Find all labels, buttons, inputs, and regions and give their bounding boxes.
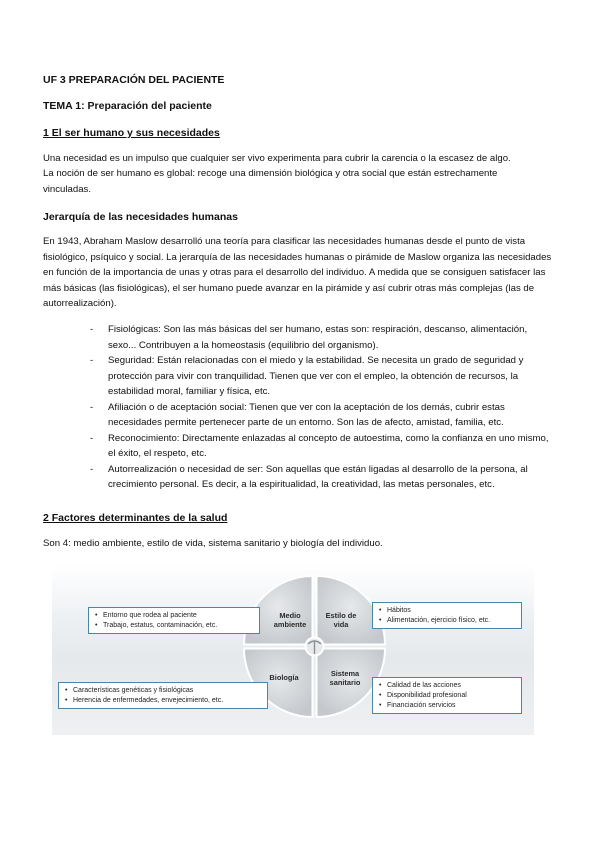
list-item	[90, 322, 550, 353]
label-vida: vida	[333, 620, 349, 629]
box-item-text: Alimentación, ejercicio físico, etc.	[387, 617, 491, 624]
section1-para2: La noción de ser humano es global: recoge una dimensión biológica y otra social que están estrechamente vinculadas.	[43, 168, 498, 195]
list-item	[379, 616, 515, 626]
health-factors-diagram	[52, 565, 534, 735]
section1-heading: 1 El ser humano y sus necesidades	[43, 127, 220, 139]
bullet-marker: •	[379, 692, 382, 699]
bullet-marker: •	[95, 612, 98, 619]
bullet-marker: •	[95, 622, 98, 629]
label-estilo-de: Estilo de	[325, 611, 357, 620]
list-item	[379, 681, 515, 691]
list-item	[65, 696, 261, 706]
label-biologia: Biología	[269, 673, 299, 682]
box-biologia	[58, 682, 268, 709]
label-ambiente: ambiente	[273, 620, 307, 629]
bullet-marker: •	[379, 617, 382, 624]
label-sistema: Sistema	[330, 669, 360, 678]
list-item-text: Autorrealización o necesidad de ser: Son aquellas que están ligadas al desarrollo de la persona, al crecimiento personal. Es decir, a la espiritualidad, la creatividad, las metas personales, etc.	[108, 463, 528, 490]
list-item	[90, 353, 550, 400]
maslow-list	[90, 322, 550, 493]
bullet-marker: •	[379, 607, 382, 614]
dash-marker: -	[90, 324, 94, 335]
list-item-text: Seguridad: Están relacionadas con el miedo y la estabilidad. Se necesita un grado de seguridad y protección para vivir con tranquilidad. Tienen que ver con el empleo, la obtención de recursos, la estabilidad moral, familiar y física, etc.	[108, 355, 524, 397]
section1-para1: Una necesidad es un impulso que cualquier ser vivo experimenta para cubrir la carencia o la escasez de algo.	[43, 153, 511, 164]
jerarquia-heading: Jerarquía de las necesidades humanas	[43, 211, 238, 223]
box-sistema-sanitario	[372, 677, 522, 714]
section2-heading: 2 Factores determinantes de la salud	[43, 512, 228, 524]
dash-marker: -	[90, 432, 94, 444]
label-sanitario: sanitario	[329, 678, 361, 687]
box-item-text: Financiación servicios	[387, 702, 456, 709]
tema-heading: TEMA 1: Preparación del paciente	[43, 100, 212, 112]
list-item	[95, 611, 253, 621]
list-item	[65, 686, 261, 696]
list-item	[95, 621, 253, 631]
box-item-text: Calidad de las acciones	[387, 682, 461, 689]
bullet-marker: •	[379, 682, 382, 689]
bullet-marker: •	[65, 697, 68, 704]
box-item-text: Entorno que rodea al paciente	[103, 612, 197, 619]
list-item	[379, 606, 515, 616]
bullet-marker: •	[379, 702, 382, 709]
box-item-text: Hábitos	[387, 607, 411, 614]
list-item-text: Reconocimiento: Directamente enlazadas al concepto de autoestima, como la confianza en uno mismo, el éxito, el respeto, etc.	[108, 432, 549, 459]
box-item-text: Trabajo, estatus, contaminación, etc.	[103, 622, 218, 629]
jerarquia-paragraph: En 1943, Abraham Maslow desarrolló una teoría para clasificar las necesidades humanas desde el punto de vista fisiológico, psíquico y social. La jerarquía de las necesidades humanas o pirámide de Maslow organiza las necesidades en función de la importancia de unas y otras para el desarrollo del individuo. A medida que se consiguen satisfacer las más básicas (las fisiológicas), el ser humano puede avanzar en la pirámide y así cubrir otras más complejas (las de autorrealización).	[43, 236, 552, 309]
list-item-text: Fisiológicas: Son las más básicas del ser humano, estas son: respiración, descanso, alimentación, sexo... Contribuyen a la homeostasis (equilibrio del organismo).	[108, 324, 528, 351]
label-medio: Medio	[279, 611, 301, 620]
list-item	[90, 431, 550, 462]
dash-marker: -	[90, 463, 94, 475]
box-medio-ambiente	[88, 607, 260, 634]
list-item	[379, 691, 515, 701]
list-item	[90, 400, 550, 431]
list-item	[90, 462, 550, 493]
document-title: UF 3 PREPARACIÓN DEL PACIENTE	[43, 74, 225, 86]
list-item	[379, 701, 515, 711]
section2-para: Son 4: medio ambiente, estilo de vida, sistema sanitario y biología del individuo.	[43, 538, 383, 549]
dash-marker: -	[90, 355, 94, 366]
box-estilo-de-vida	[372, 602, 522, 629]
dash-marker: -	[90, 401, 94, 413]
bullet-marker: •	[65, 687, 68, 694]
box-item-text: Herencia de enfermedades, envejecimiento, etc.	[73, 697, 224, 704]
list-item-text: Afiliación o de aceptación social: Tienen que ver con la aceptación de los demás, cubrir estas necesidades permite pertenecer parte de un entorno. Son las de afecto, amistad, familia, etc.	[108, 401, 505, 428]
box-item-text: Disponibilidad profesional	[387, 692, 467, 699]
box-item-text: Características genéticas y fisiológicas	[73, 687, 194, 694]
